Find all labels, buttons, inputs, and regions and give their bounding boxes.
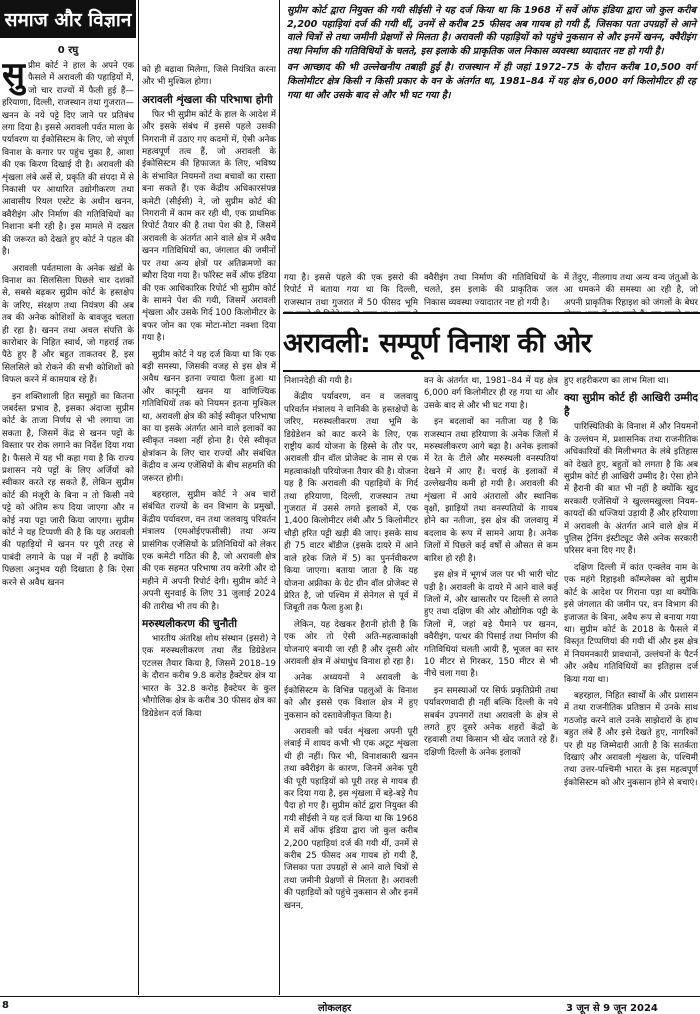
author-byline: 0 रघु	[57, 45, 79, 56]
article-column-3-top: गया है। इससे पहले की एक इसरो की रिपोर्ट में बताया गया था कि दिल्ली, राजस्थान तथा गुजरात में 50 फीसद भूमि	[284, 273, 418, 308]
page-number: 8	[2, 1000, 9, 1011]
article-column-4	[424, 375, 558, 995]
paragraph: बहरहाल, सुप्रीम कोर्ट ने अब चारों संबंधित राज्यों के वन विभाग के प्रमुखों, केंद्रीय पर्यावरण, वन तथा जलवायु परिवर्तन मंत्रालय (एमओईएफसीसी) तथा अन्य प्रासंगिक एजेंसियों के प्रतिनिधियों को लेकर एक कमेटी गठित की है, जो अरावली क्षेत्र की एक सहमत परिभाषा तय करेगी और दो महीने में अपनी रिपोर्ट देगी। सुप्रीम कोर्ट ने अपनी सुनवाई के लिए 31 जुलाई 2024 की तारीख भी तय की है।	[142, 490, 276, 612]
paragraph: वन के अंतर्गत था, 1981–84 में यह क्षेत्र 6,000 वर्ग किलोमीटर ही रह गया था और उसके बाद से और भी घट गया है।	[424, 376, 558, 411]
pull-quote-paragraph: वन आच्छाद की भी उल्लेखनीय तबाही हुई है। राजस्थान में ही जहां 1972–75 के दौरान करीब 10,500 वर्ग किलोमीटर क्षेत्र किसी न किसी प्रकार के वन के अंतर्गत था, 1981–84 में यह क्षेत्र 6,000 वर्ग किलोमीटर ही रह गया था और उसके बाद से और भी घट गया है।	[287, 62, 696, 101]
pull-quote	[283, 0, 700, 270]
pull-quote-paragraph: सुप्रीम कोर्ट द्वारा नियुक्त की गयी सीईसी ने यह दर्ज किया था कि 1968 में सर्वे ऑफ इंडिया द्वारा जो कुल करीब 2,200 पहाड़ियां दर्ज की गयी थीं, उनमें से करीब 25 फीसद अब गायब हो गयी हैं, जिसका पता उपग्रहों से आने वाले चित्रों से तथा जमीनी प्रेक्षणों से मिलता है। अरावली की पहाड़ियों को पहुंचे नुकसान से और इनमें खनन, क्वैरीइंग तथा निर्माण की गतिविधियों के चलते, इस इलाके की प्राकृतिक जल निकास व्यवस्था ध्यादातर नष्ट हो गयी है।	[287, 5, 696, 57]
paragraph: इन शक्तिशाली हित समूहों का कितना जबर्दस्त प्रभाव है, इसका अंदाजा सुप्रीम कोर्ट के ताजा निर्णय से भी लगाया जा सकता है, जिसमें केंद्र से खनन पट्टों के विस्तार पर रोक लगाने का निर्देश दिया गया है। फैसले में यह भी कहा गया है कि राज्य प्रशासन नये पट्टों के लिए अर्जियों को स्वीकार करते रह सकते हैं, लेकिन सुप्रीम कोर्ट की मंजूरी के बिना न तो किसी नये पट्टे को अंतिम रूप दिया जाएगा और न कोई नया पट्टा जारी किया जाएगा। सुप्रीम कोर्ट ने यह टिप्पणी की है कि यह अरावली की पहाड़ियों में खनन पर पूरी तरह से पाबंदी लगाने के पक्ष में नहीं है क्योंकि पिछला अनुभव यही दिखाता है कि ऐसा करने से अवैध खनन	[2, 391, 134, 588]
subheading: मरुस्थलीकरण की चुनौती	[142, 618, 237, 631]
section-title: समाज और विज्ञान	[0, 0, 136, 38]
article-column-5-top: में तेंदुए, नीलगाय तथा अन्य वन्य जंतुओं के आ धमकने की समस्या आ रही है, जो अपनी प्राकृतिक रिहाइश को जंगलों के बेघर	[564, 273, 698, 308]
column-divider	[279, 0, 280, 995]
subheading: क्या सुप्रीम कोर्ट ही आखिरी उम्मीद है	[564, 392, 698, 419]
paragraph: सुप्रीम कोर्ट ने यह दर्ज किया था कि एक बड़ी समस्या, जिसकी वजह से इस क्षेत्र में अवैध खनन इतना ज्यादा फैला हुआ था और कानूनी खनन या वाणिज्यिक गतिविधियों तक को नियमन इतना मुश्किल था, अरावली क्षेत्र की कोई स्वीकृत परिभाषा का या इसके अंतर्गत आने वाले इलाकों का स्वीकृत नक्शा नहीं होना है। ऐसे स्वीकृत क्षेत्रांकन के लिए चार राज्यों और संबंधित केंद्रीय व अन्य एजेंसियों के बीच सहमति की जरूरत होगी।	[142, 349, 276, 484]
paragraph: लेकिन, यह देखकर हैरानी होती है कि एक ओर तो ऐसी अति-महत्वाकांक्षी योजनाएं बनायी जा रही हैं और दूसरी ओर अरावली क्षेत्र में अंधाधुंध विनाश हो रहा है।	[284, 619, 418, 667]
paragraph: अनेक अध्ययनों ने अरावली के ईकोसिस्टम के विभिन्न पहलुओं के विनाश को और इससे एक विशाल क्षेत्र में हुए नुकसान को दस्तावेजीकृत किया है।	[284, 673, 418, 721]
paragraph: प्रीम कोर्ट ने हाल के अपने एक फैसले में अरावली की पहाड़ियों में, जो चार राज्यों में फैली हुई हैं—हरियाणा, दिल्ली, राजस्थान तथा गुजरात—खनन के नये पट्टे दिए जाने पर प्रतिबंध लगा दिया है। इससे अरावली पर्वत माला के पर्यावरण या ईकोसिस्टम के लिए, जो संपूर्ण विनाश के कगार पर पहुंच चुका है, आशा की एक किरण दिखाई दी है। अरावली की शृंखला लंबे अर्से से, प्रकृति की संपदा में से निकासी पर आधारित उद्योगीकरण तथा आवासीय रियल एस्टेट के अधीन खनन, क्वैरीइंग और निर्माण की गतिविधियों का निशाना बनी रही है। इस मामले में दखल की जरूरत को देखते हुए कोर्ट ने पहल की है।	[2, 61, 134, 258]
column-divider	[138, 0, 139, 995]
paragraph: फिर भी सुप्रीम कोर्ट के हाल के आदेश में और इसके संबंध में इससे पहले उसकी निगरानी में उठाए गए कदमों में, ऐसी अनेक महत्वपूर्ण तत्व हैं, जो अरावली के ईकोसिस्टम की हिफाजत के लिए, भविष्य के संभावित नियमनों तथा बचावों का रास्ता बना सकते हैं। एक केंद्रीय अधिकारसंपन्न कमेटी (सीईसी) ने, जो सुप्रीम कोर्ट की निगरानी में काम कर रही थी, एक प्राथमिक रिपोर्ट तैयार की है तथा पेश की है, जिसमें अरावली के अंतर्गत आने वाले क्षेत्र में अवैध खनन गतिविधियों का, जंगलात की जमीनों पर तथा अन्य क्षेत्रों पर अतिक्रमणों का ब्यौरा दिया गया है। फॉरेस्ट सर्वे ऑफ इंडिया की एक आधिकारिक रिपोर्ट भी सुप्रीम कोर्ट के सामने पेश की गयी, जिसमें अरावली शृंखला और उसके गिर्द 100 किलोमीटर के बफर जोन का एक मोटा-मोटा नक्शा दिया गया है।	[142, 109, 276, 344]
paragraph: इन बदलावों का नतीजा यह है कि राजस्थान तथा हरियाणा के अनेक जिलों में मरुस्थलीकरण आगे बढ़ा है। अनेक इलाकों में रेत के टीले और मरुस्थली वनस्पतियां देखने में आए हैं। चराई के इलाकों में उल्लेखनीय कमी हो गयी है। अरावली की शृंखला में आये अंतरालों और स्थानिक वृक्षों, झाड़ियों तथा वनस्पतियों के गायब होने का नतीजा, इस क्षेत्र की जलवायु में बदलाव के रूप में सामने आया है। अनेक जिलों में पिछले कई वर्षों से औसत से कम बारिश हो रही है।	[424, 417, 558, 564]
headline: अरावली: सम्पूर्ण विनाश की ओर	[283, 327, 592, 359]
subheading: अरावली शृंखला की परिभाषा होगी	[142, 93, 273, 106]
footer	[0, 998, 700, 1014]
footer-rule	[0, 996, 700, 997]
headline-rule	[283, 370, 700, 372]
paragraph: हुए शहरीकरण का लाभ मिला था।	[564, 376, 669, 386]
publication-name: लोकलहर	[318, 1003, 352, 1014]
paragraph: को ही बढ़ावा मिलेगा, जिसे नियंत्रित करना और भी मुश्किल होगा।	[142, 65, 276, 88]
paragraph: इन समस्याओं पर सिर्फ प्रकृतिप्रेमी तथा पर्यावरणवादी ही नहीं बल्कि दिल्ली के नये सबर्बन उपनगरों तथा अरावली के क्षेत्र से लगते हुए दूसरे अनेक शहरों केंद्रों के रहवासी तथा किसान भी खेद जताते रहे हैं। दक्षिणी दिल्ली के अनेक इलाकों	[424, 685, 558, 758]
article-column-4-top: क्वैरीइंग तथा निर्माण की गतिविधियों के चलते, इस इलाके की प्राकृतिक जल निकास व्यवस्था ज्यादातर नष्ट हो गयी है।	[424, 273, 558, 308]
paragraph: अरावली पर्वतमाला के अनेक खंडों के विनाश का सिलसिला पिछले चार दशकों से, सबसे बढ़कर सुप्रीम कोर्ट के हस्तक्षेप के जरिए, संरक्षण तथा नियंत्रण की अब तब की अनेक कोशिशों के बावजूद चलता ही रहा है। खनन तथा अचल संपत्ति के कारोबार के निहित स्वार्थ, जो गहराई तक पैठे हुए हैं और बहुत ताकतवर हैं, इस सिलसिले को रोकने की सभी कोशिशों को विफल करने में कामयाब रहे हैं।	[2, 263, 134, 386]
paragraph: केंद्रीय पर्यावरण, वन व जलवायु परिवर्तन मंत्रालय ने वानिकी के हस्तक्षेपों के जरिए, मरुस्थलीकरण तथा भूमि के डिग्रेडेशन को काट करने के लिए, एक राष्ट्रीय कार्य योजना के हिस्से के तौर पर, अरावली ग्रीन वॉल प्रोजेक्ट के नाम से एक महत्वाकांक्षी परियोजना तैयार की है। योजना यह है कि अरावली की पहाड़ियों के गिर्द तथा हरियाणा, दिल्ली, राजस्थान तथा गुजरात में उससे लगते इलाकों में, एक 1,400 किलोमीटर लंबी और 5 किलोमीटर चौड़ी हरित पट्टी खड़ी की जाए। इसके साथ ही 75 वाटर बॉडीज (इसके दायरे में आने वाले हरेक जिले में 5) का पुनर्नवीकरण किया जाएगा। बताया जाता है कि यह योजना अफ्रीका के ग्रेट ग्रीन वॉल प्रोजेक्ट से प्रेरित है, जो पश्चिम में सेनेगल से पूर्व में जिबूती तक फैला हुआ है।	[284, 392, 418, 614]
paragraph: भारतीय अंतरिक्ष शोध संस्थान (इसरो) ने एक मरुस्थलीकरण तथा लैंड डिग्रेडेशन एटलस तैयार किया है, जिसमें 2018–19 के दौरान करीब 9.8 करोड़ हैक्टेयर क्षेत्र या भारत के 32.8 करोड़ हैक्टेयर के कुल भौगोलिक क्षेत्र के करीब 30 फीसद क्षेत्र का डिग्रेडेशन दर्ज किया	[142, 634, 276, 719]
paragraph: निशानदेही की गयी है।	[284, 376, 353, 386]
article-column-5	[564, 375, 698, 995]
paragraph: पारिस्थितिकी के विनाश में और नियमनों के उल्लंघन में, प्रशासनिक तथा राजनीतिक अधिकारियों की मिलीभगत के लंबे इतिहास को देखते हुए, बहुतों को लगता है कि अब सुप्रीम कोर्ट ही आखिरी उम्मीद है। ऐसा होने में हैरानी की बात भी नहीं है क्योंकि खुद सरकारी एजेंसियों ने खुल्लमखुल्ला नियम-कायदों की धज्जियां उड़ायी हैं और हरियाणा में अरावली के अंतर्गत आने वाले क्षेत्र में पुलिस ट्रेनिंग इंस्टीट्यूट जैसे अनेक सरकारी परिसर बना दिए गए हैं।	[564, 422, 698, 557]
paragraph: अरावली को पर्वत शृंखला अपनी पूरी लंबाई में शायद कभी भी एक अटूट शृंखला थी ही नहीं। फिर भी, विनाशकारी खनन तथा क्वैरीइंग के कारण, जिनमें अनेक पूरी की पूरी पहाड़ियों को पूरी तरह से गायब ही कर दिया गया है, इस शृंखला में बड़े-बड़े गैप पैदा हो गए हैं। सुप्रीम कोर्ट द्वारा नियुक्त की गयी सीईसी ने यह दर्ज किया था कि 1968 में सर्वे ऑफ इंडिया द्वारा जो कुल करीब 2,200 पहाड़ियां दर्ज की गयी थीं, उनमें से करीब 25 फीसद अब गायब हो गयी हैं, जिसका पता उपग्रहों से आने वाले चित्रों से तथा जमीनी प्रेक्षणों से मिलता है। अरावली की पहाड़ियों को पहुंचे नुकसान से और इनमें खनन,	[284, 726, 418, 911]
issue-date: 3 जून से 9 जून 2024	[566, 1003, 658, 1014]
paragraph: दक्षिण दिल्ली में कांत एन्क्लेव नाम के एक महंगे रिहाइशी कॉम्प्लेक्स को सुप्रीम कोर्ट के आदेश पर गिराना पड़ा था क्योंकि इसे जंगलात की जमीन पर, वन विभाग की इजाजत के बिना, अवैध रूप से बनाया गया था। सुप्रीम कोर्ट के 2018 के फैसले में विस्तृत टिप्पणियां की गयी थीं और इस क्षेत्र में नियमनकारी प्रावधानों, उल्लंघनों के पैटर्न और अवैध गतिविधियों का इतिहास दर्ज किया गया था।	[564, 562, 698, 685]
drop-cap: सु	[2, 60, 25, 95]
paragraph: बहरहाल, निहित स्वार्थों के और प्रशासन में तथा राजनीतिक प्रतिष्ठान में उनके साथ गठजोड़ करने वाले उनके साझेदारों के हाथ बहुत लंबे हैं और इसे देखते हुए, नागरिकों पर ही यह जिम्मेदारी आती है कि सतर्कता दिखाएं और अरावली शृंखला के, पश्चिमी तथा उत्तर-पश्चिमी भारत के इस महत्वपूर्ण ईकोसिस्टम को और नुकसान होने से बचाएं।	[564, 690, 698, 788]
article-column-2	[142, 64, 276, 996]
article-column-1	[2, 60, 134, 995]
paragraph: इस क्षेत्र में भूगर्भ जल पर भी भारी चोट पड़ी है। अरावली के दायरे में आने वाले कई जिलों में, और खासतौर पर दिल्ली से लगते हुए तथा दक्षिण की ओर औद्योगिक पट्टी के जिलों में, जहां बड़े पैमाने पर खनन, क्वैरीइंग, पत्थर की पिसाई तथा निर्माण की गतिविधियां चलती आयी हैं, भूजल का स्तर 10 मीटर से गिरकर, 150 मीटर से भी नीचे चला गया है।	[424, 570, 558, 680]
article-column-3	[284, 375, 418, 995]
